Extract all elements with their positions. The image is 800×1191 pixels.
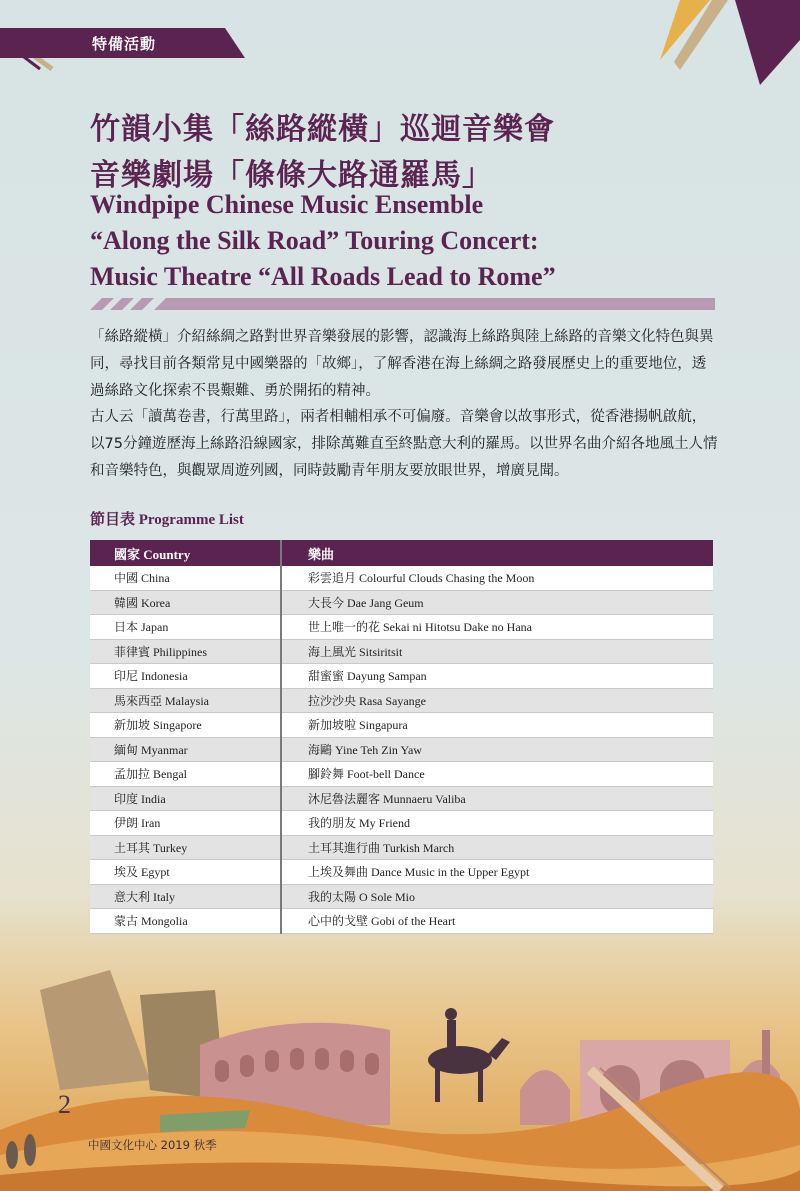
header-country: 國家 Country (90, 540, 281, 566)
piece-cell: 海鷗 Yine Teh Zin Yaw (281, 737, 713, 762)
piece-cell: 心中的戈壁 Gobi of the Heart (281, 909, 713, 934)
corner-decoration (640, 0, 800, 90)
country-cell: 日本 Japan (90, 615, 281, 640)
table-row (90, 688, 713, 713)
table-row (90, 664, 713, 689)
table-row (90, 615, 713, 640)
country-cell: 印尼 Indonesia (90, 664, 281, 689)
title-divider (90, 298, 715, 312)
piece-cell: 土耳其進行曲 Turkish March (281, 835, 713, 860)
table-row (90, 884, 713, 909)
table-row (90, 713, 713, 738)
piece-cell: 甜蜜蜜 Dayung Sampan (281, 664, 713, 689)
table-row (90, 786, 713, 811)
camel-rider-silhouette (428, 1008, 510, 1102)
table-header-row (90, 540, 713, 566)
table-row (90, 590, 713, 615)
piece-cell: 彩雲追月 Colourful Clouds Chasing the Moon (281, 566, 713, 590)
title-zh-line2: 音樂劇場「條條大路通羅馬」 (90, 158, 493, 193)
title-en-line3: Music Theatre “All Roads Lead to Rome” (90, 262, 556, 291)
country-cell: 印度 India (90, 786, 281, 811)
country-cell: 伊朗 Iran (90, 811, 281, 836)
programme-title: 節目表 Programme List (90, 512, 244, 528)
country-cell: 新加坡 Singapore (90, 713, 281, 738)
title-en-line2: “Along the Silk Road” Touring Concert: (90, 226, 539, 255)
programme-table (90, 540, 713, 934)
table-row (90, 566, 713, 590)
table-row (90, 737, 713, 762)
title-zh-line1: 竹韻小集「絲路縱橫」巡迴音樂會 (90, 112, 555, 147)
country-cell: 孟加拉 Bengal (90, 762, 281, 787)
piece-cell: 上埃及舞曲 Dance Music in the Upper Egypt (281, 860, 713, 885)
publication-footer: 中國文化中心 2019 秋季 (88, 1138, 217, 1152)
country-cell: 韓國 Korea (90, 590, 281, 615)
section-tag: 特備活動 (92, 35, 157, 53)
table-row (90, 762, 713, 787)
header-piece: 樂曲 (281, 540, 713, 566)
country-cell: 馬來西亞 Malaysia (90, 688, 281, 713)
country-cell: 菲律賓 Philippines (90, 639, 281, 664)
country-cell: 蒙古 Mongolia (90, 909, 281, 934)
piece-cell: 腳鈴舞 Foot-bell Dance (281, 762, 713, 787)
piece-cell: 沐尼魯法麗客 Munnaeru Valiba (281, 786, 713, 811)
country-cell: 緬甸 Myanmar (90, 737, 281, 762)
country-cell: 中國 China (90, 566, 281, 590)
piece-cell: 大長今 Dae Jang Geum (281, 590, 713, 615)
country-cell: 埃及 Egypt (90, 860, 281, 885)
sail-shape (40, 970, 150, 1090)
table-row (90, 860, 713, 885)
piece-cell: 世上唯一的花 Sekai ni Hitotsu Dake no Hana (281, 615, 713, 640)
table-row (90, 811, 713, 836)
piece-cell: 我的太陽 O Sole Mio (281, 884, 713, 909)
piece-cell: 拉沙沙央 Rasa Sayange (281, 688, 713, 713)
silk-road-illustration (0, 950, 800, 1191)
title-en-line1: Windpipe Chinese Music Ensemble (90, 190, 484, 219)
country-cell: 土耳其 Turkey (90, 835, 281, 860)
piece-cell: 我的朋友 My Friend (281, 811, 713, 836)
page-number: 2 (58, 1090, 71, 1119)
intro-paragraph-1: 「絲路縱橫」介紹絲綢之路對世界音樂發展的影響，認識海上絲路與陸上絲路的音樂文化特色與異同，尋找目前各類常見中國樂器的「故鄉」，了解香港在海上絲綢之路發展歷史上的重要地位，透過絲路文化探索不畏艱難、勇於開拓的精神。 (90, 329, 714, 399)
intro-paragraph-2: 古人云「讀萬卷書，行萬里路」，兩者相輔相承不可偏廢。音樂會以故事形式，從香港揚帆啟航，以75分鐘遊歷海上絲路沿線國家，排除萬難直至終點意大利的羅馬。以世界名曲介紹各地風土人情和音樂特色，與觀眾周遊列國，同時鼓勵青年朋友要放眼世界，增廣見聞。 (90, 409, 718, 479)
piece-cell: 新加坡啦 Singapura (281, 713, 713, 738)
piece-cell: 海上風光 Sitsiritsit (281, 639, 713, 664)
table-row (90, 835, 713, 860)
table-row (90, 909, 713, 934)
country-cell: 意大利 Italy (90, 884, 281, 909)
table-row (90, 639, 713, 664)
